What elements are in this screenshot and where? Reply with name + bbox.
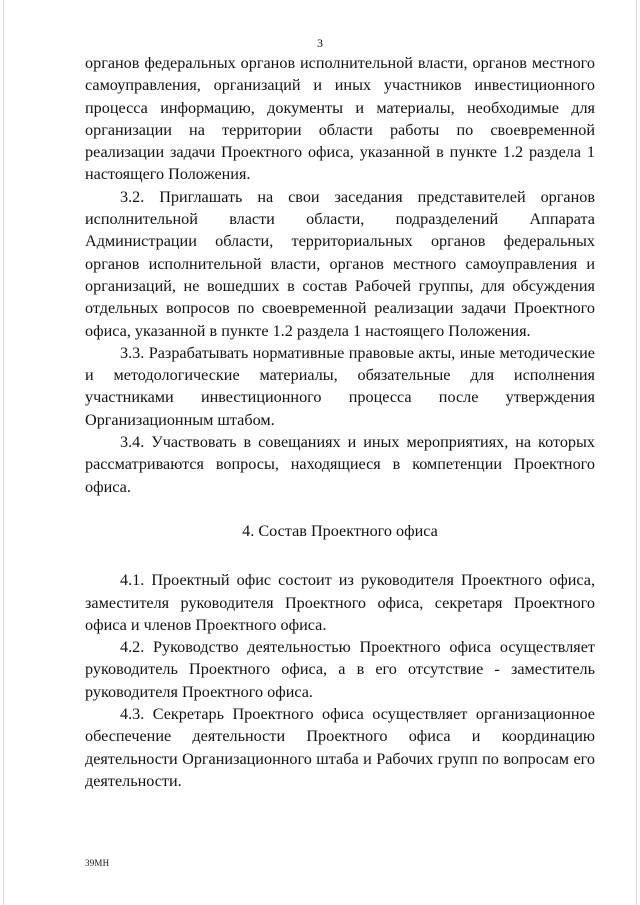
scan-edge-left bbox=[3, 0, 4, 905]
paragraph-3-4: 3.4. Участвовать в совещаниях и иных мероприятиях, на которых рассматриваются вопросы, находящиеся в компетенции Проектного офиса. bbox=[85, 433, 595, 496]
footer-document-code: 39МН bbox=[85, 858, 110, 868]
paragraph-4-1: 4.1. Проектный офис состоит из руководителя Проектного офиса, заместителя руководителя Проектного офиса, секретаря Проектного офиса и членов Проектного офиса. bbox=[85, 571, 595, 634]
page-number: 3 bbox=[317, 36, 323, 50]
paragraph-continuation: органов федеральных органов исполнительной власти, органов местного самоуправления, организаций и иных участников инвестиционного процесса информацию, документы и материалы, необходимые для организации на территории области работы по своевременной реализации задачи Проектного офиса, указанной в пункте 1.2 раздела 1 настоящего Положения. bbox=[85, 54, 595, 184]
section-heading-4: 4. Состав Проектного офиса bbox=[242, 521, 438, 540]
document-body bbox=[85, 52, 595, 792]
paragraph-4-2: 4.2. Руководство деятельностью Проектного офиса осуществляет руководитель Проектного офиса, а в его отсутствие - заместитель руководителя Проектного офиса. bbox=[85, 638, 595, 701]
paragraph-4-3: 4.3. Секретарь Проектного офиса осуществляет организационное обеспечение деятельности Проектного офиса и координацию деятельности Организационного штаба и Рабочих групп по вопросам его деятельности. bbox=[85, 705, 595, 790]
paragraph-3-3: 3.3. Разрабатывать нормативные правовые акты, иные методические и методологические материалы, обязательные для исполнения участниками инвестиционного процесса после утверждения Организационным штабом. bbox=[85, 343, 595, 429]
paragraph-3-2: 3.2. Приглашать на свои заседания представителей органов исполнительной власти области, подразделений Аппарата Администрации области, территориальных органов федеральных органов исполнительной власти, органов местного самоуправления и организаций, не вошедших в состав Рабочей группы, для обсуждения отдельных вопросов по своевременной реализации задачи Проектного офиса, указанной в пункте 1.2 раздела 1 настоящего Положения. bbox=[85, 187, 595, 340]
scan-edge-right bbox=[636, 0, 637, 905]
